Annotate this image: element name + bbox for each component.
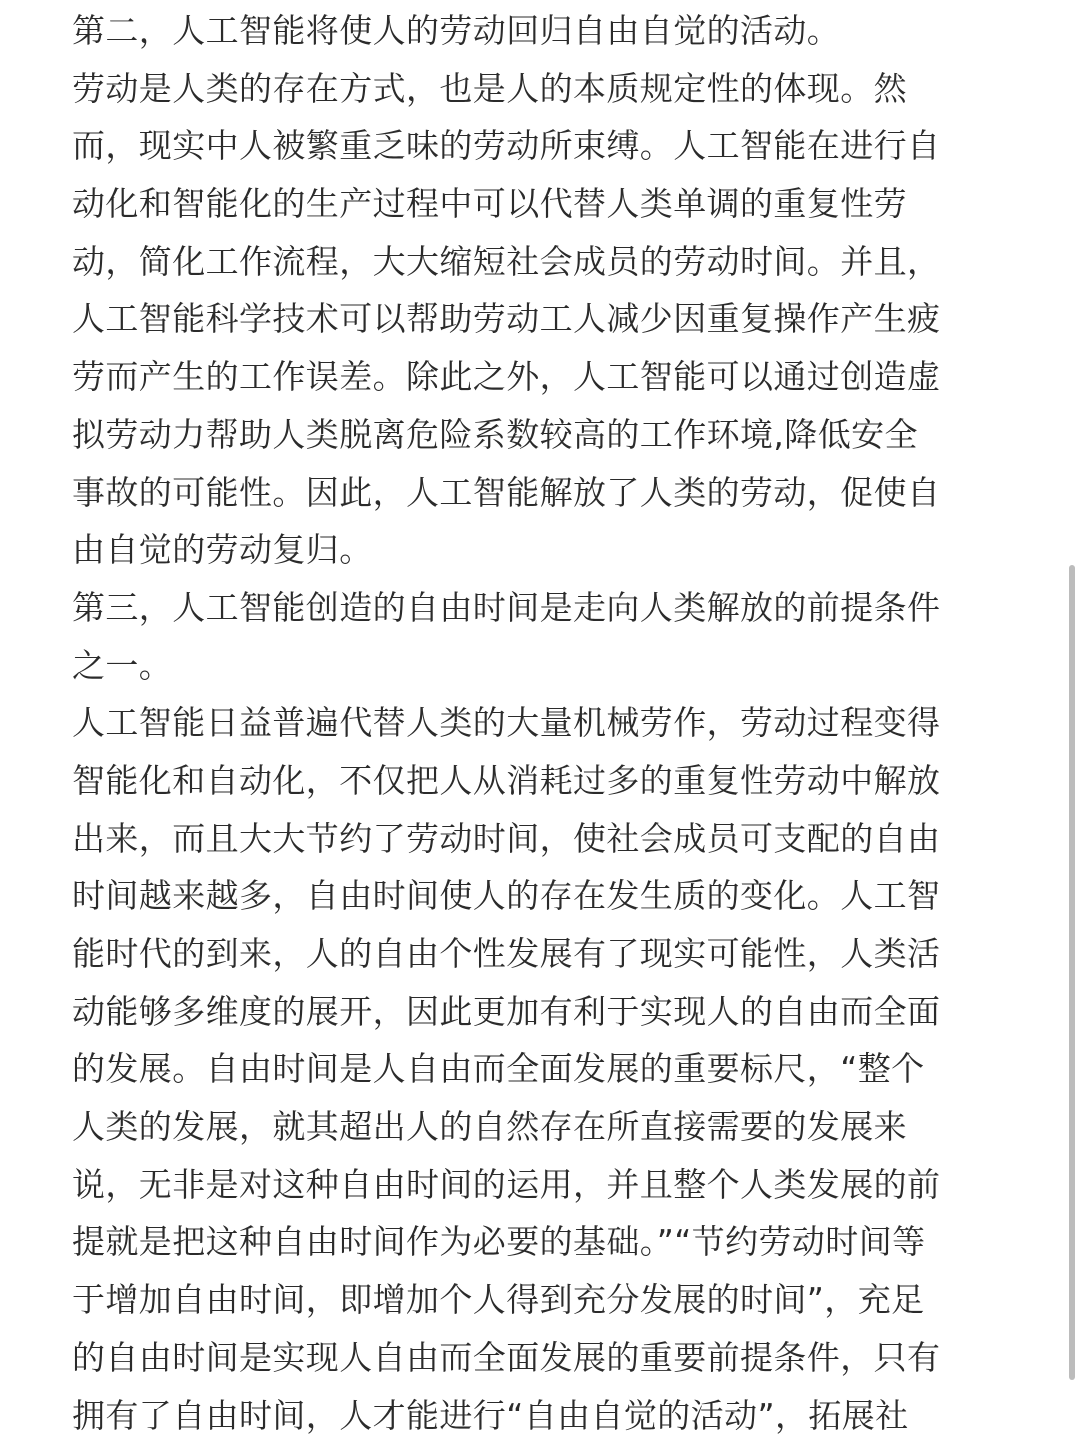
text-line: 拟劳动力帮助人类脱离危险系数较高的工作环境,降低安全 bbox=[72, 414, 918, 454]
text-line: 于增加自由时间，即增加个人得到充分发展的时间”，充足 bbox=[72, 1280, 925, 1320]
text-line: 劳动是人类的存在方式，也是人的本质规定性的体现。然 bbox=[72, 68, 907, 108]
article-text bbox=[72, 2, 1004, 1440]
scrollbar-thumb[interactable] bbox=[1069, 565, 1075, 1380]
vertical-scrollbar[interactable] bbox=[1066, 0, 1080, 1440]
text-line: 而，现实中人被繁重乏味的劳动所束缚。人工智能在进行自 bbox=[72, 126, 941, 166]
text-line: 劳而产生的工作误差。除此之外，人工智能可以通过创造虚 bbox=[72, 357, 941, 397]
text-line: 人工智能科学技术可以帮助劳动工人减少因重复操作产生疲 bbox=[72, 299, 941, 339]
text-line: 第二，人工智能将使人的劳动回归自由自觉的活动。 bbox=[72, 11, 841, 50]
text-line: 人工智能日益普遍代替人类的大量机械劳作，劳动过程变得 bbox=[72, 703, 941, 743]
text-line: 事故的可能性。因此，人工智能解放了人类的劳动，促使自 bbox=[72, 472, 941, 512]
text-line: 提就是把这种自由时间作为必要的基础。”“节约劳动时间等 bbox=[72, 1222, 926, 1262]
text-line: 的发展。自由时间是人自由而全面发展的重要标尺，“整个 bbox=[72, 1049, 925, 1089]
text-line: 动化和智能化的生产过程中可以代替人类单调的重复性劳 bbox=[72, 184, 907, 224]
text-line: 动，简化工作流程，大大缩短社会成员的劳动时间。并且， bbox=[72, 241, 941, 281]
text-line: 之一。 bbox=[72, 645, 173, 685]
text-line: 能时代的到来，人的自由个性发展有了现实可能性，人类活 bbox=[72, 934, 941, 973]
text-line: 由自觉的劳动复归。 bbox=[72, 530, 373, 570]
text-line: 的自由时间是实现人自由而全面发展的重要前提条件，只有 bbox=[72, 1337, 941, 1377]
text-line: 拥有了自由时间，人才能进行“自由自觉的活动”，拓展社 bbox=[72, 1395, 909, 1435]
text-line: 说，无非是对这种自由时间的运用，并且整个人类发展的前 bbox=[72, 1164, 941, 1204]
text-line: 出来，而且大大节约了劳动时间，使社会成员可支配的自由 bbox=[72, 818, 941, 858]
text-line: 人类的发展，就其超出人的自然存在所直接需要的发展来 bbox=[72, 1107, 907, 1147]
text-line: 智能化和自动化，不仅把人从消耗过多的重复性劳动中解放 bbox=[72, 760, 941, 800]
text-line: 时间越来越多，自由时间使人的存在发生质的变化。人工智 bbox=[72, 876, 941, 916]
text-line: 第三，人工智能创造的自由时间是走向人类解放的前提条件 bbox=[72, 587, 941, 627]
text-line: 动能够多维度的展开，因此更加有利于实现人的自由而全面 bbox=[72, 991, 941, 1031]
